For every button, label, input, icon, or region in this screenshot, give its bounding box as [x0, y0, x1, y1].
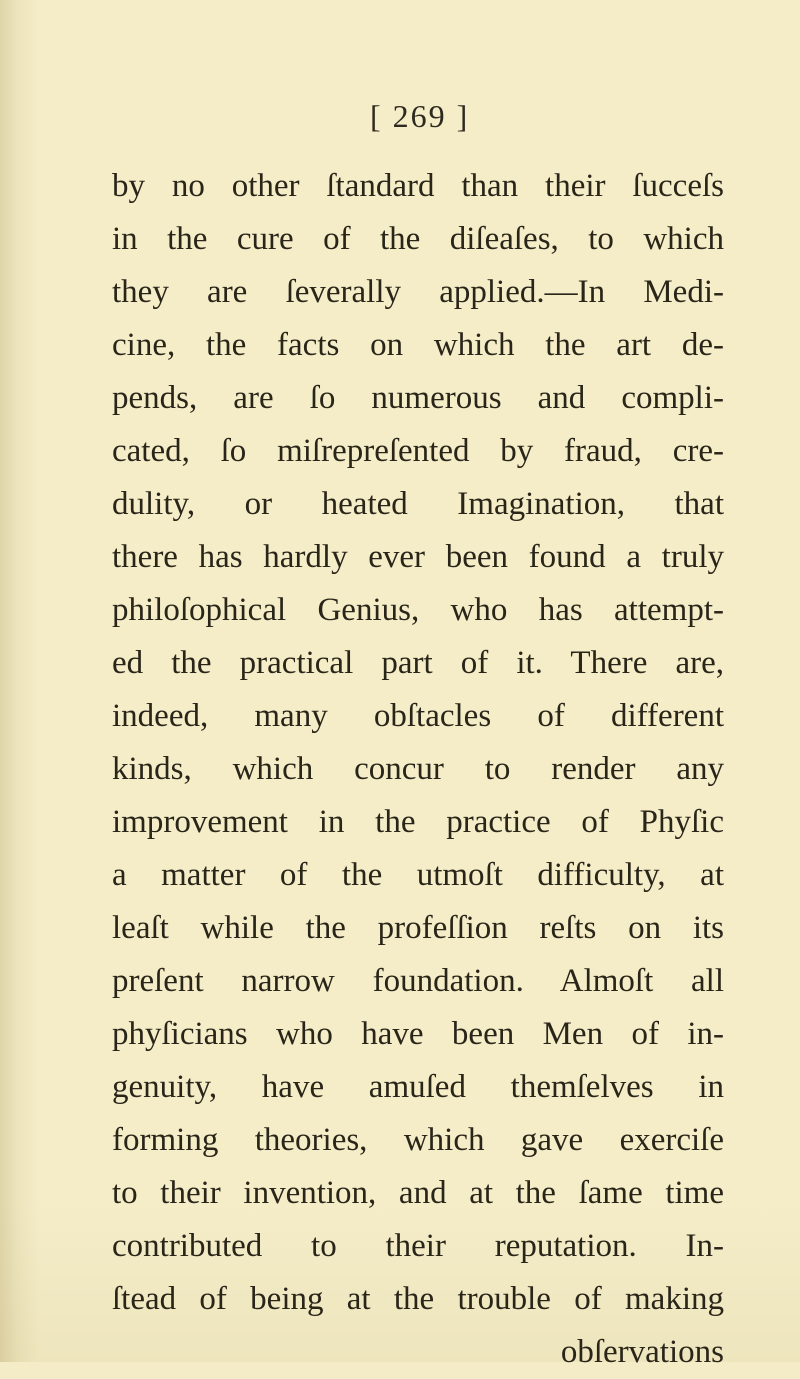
text-line: ed the practical part of it. There are, — [112, 645, 724, 681]
text-line: philoſophical Genius, who has attempt- — [112, 592, 724, 628]
text-line: leaſt while the profeſſion reſts on its — [112, 910, 724, 946]
text-line: genuity, have amuſed themſelves in — [112, 1069, 724, 1105]
text-line: cine, the facts on which the art de- — [112, 327, 724, 363]
text-line: there has hardly ever been found a truly — [112, 539, 724, 575]
text-line: contributed to their reputation. In- — [112, 1228, 724, 1264]
text-line: dulity, or heated Imagination, that — [112, 486, 724, 522]
page-number: [ 269 ] — [370, 98, 470, 134]
text-line: phyſicians who have been Men of in- — [112, 1016, 724, 1052]
body-text — [112, 160, 724, 1379]
text-line: pends, are ſo numerous and compli- — [112, 380, 724, 416]
catchword: obſervations — [560, 1334, 724, 1370]
text-line: by no other ſtandard than their ſucceſs — [112, 168, 724, 204]
text-line: cated, ſo miſrepreſented by fraud, cre- — [112, 433, 724, 469]
text-line: indeed, many obſtacles of different — [112, 698, 724, 734]
text-line: improvement in the practice of Phyſic — [112, 804, 724, 840]
text-line: they are ſeverally applied.—In Medi- — [112, 274, 724, 310]
text-line: kinds, which concur to render any — [112, 751, 724, 787]
text-line: forming theories, which gave exerciſe — [112, 1122, 724, 1158]
text-line: preſent narrow foundation. Almoſt all — [112, 963, 724, 999]
text-line: a matter of the utmoſt difficulty, at — [112, 857, 724, 893]
text-line: to their invention, and at the ſame time — [112, 1175, 724, 1211]
text-line: in the cure of the diſeaſes, to which — [112, 221, 724, 257]
text-line: ſtead of being at the trouble of making — [112, 1281, 724, 1317]
